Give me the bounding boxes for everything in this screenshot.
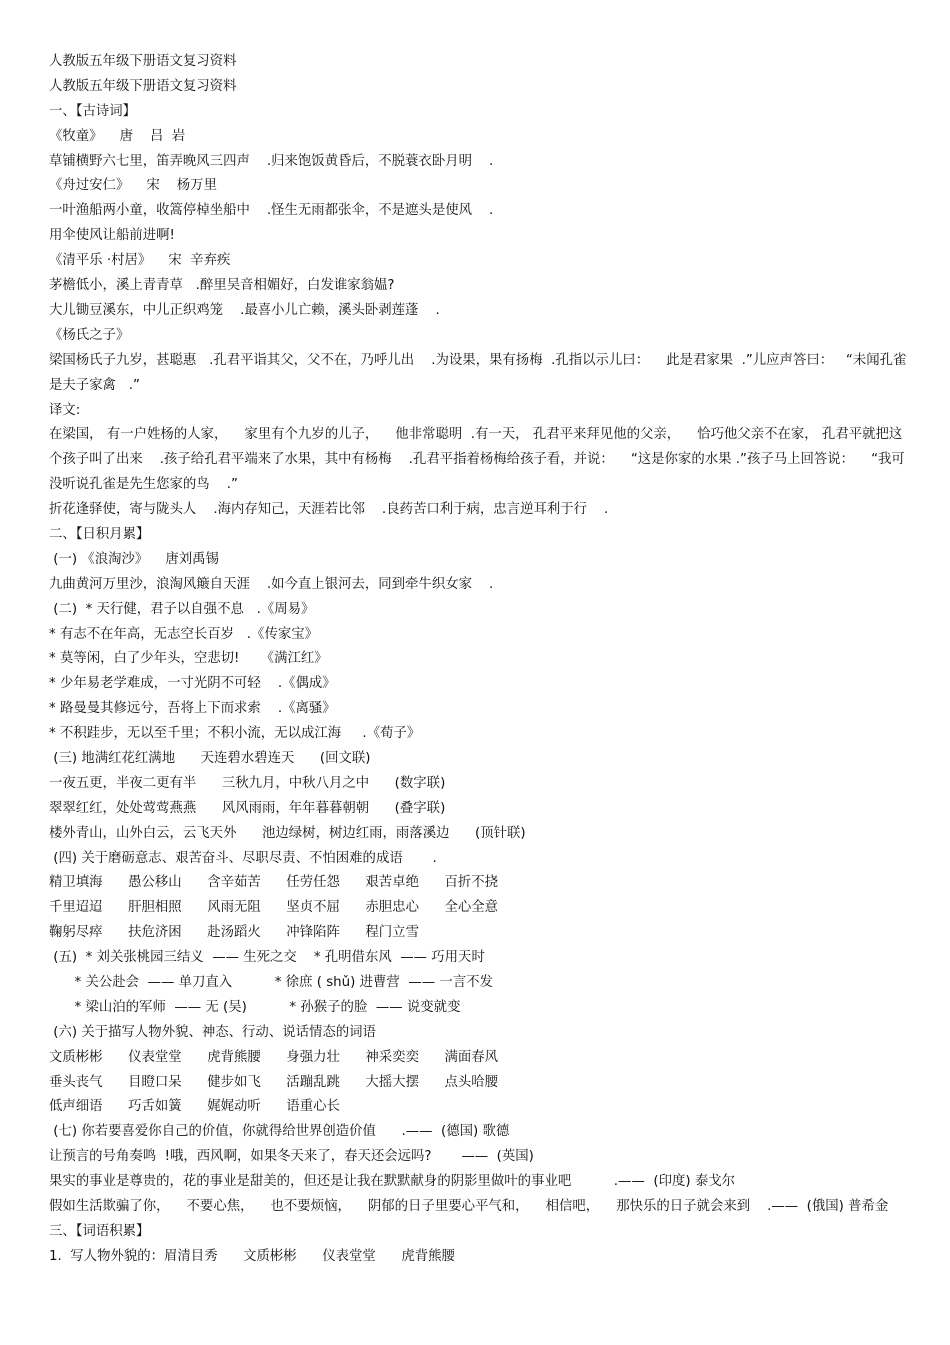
item-2-quote-3: * 莫等闲，白了少年头，空悲切! 《满江红》	[49, 651, 328, 667]
translation-body: 在梁国， 有一户姓杨的人家， 家里有个九岁的儿子， 他非常聪明 .有一天， 孔君平来拜见他的父亲， 恰巧他父亲不在家， 孔君平就把这个孩子叫了出来 .孩子给孔君平端来了水果，其中有杨梅 .孔君平指着杨梅给孩子看，并说： “这是你家的水果 .”孩子马上回答说： “我可没听说孔雀是先生您家的鸟 .”	[49, 427, 905, 493]
poem-text-zhouguoanren: 一叶渔船两小童，收篙停棹坐船中 .怪生无雨都张伞，不是遮头是使风 .	[49, 203, 494, 219]
item-3-couplet-2: 一夜五更，半夜二更有半 三秋九月，中秋八月之中 (数字联)	[49, 775, 446, 791]
poem-title-zhouguoanren: 《舟过安仁》 宋 杨万里	[49, 178, 217, 194]
item-3-couplet-1: (三) 地满红花红满地 天连碧水碧连天 (回文联)	[49, 751, 371, 767]
item-7-quote-2: 让预言的号角奏鸣 !哦，西风啊，如果冬天来了，春天还会远吗? —— (英国)	[49, 1149, 534, 1165]
item-2-quote-2: * 有志不在年高，无志空长百岁 .《传家宝》	[49, 626, 319, 642]
item-4-title: (四) 关于磨砺意志、艰苦奋斗、尽职尽责、不怕困难的成语 .	[49, 850, 437, 866]
section-heading-ancient-poems: 一、【古诗词】	[49, 103, 137, 119]
poem-lines-misc: 折花逢驿使，寄与陇头人 .海内存知己，天涯若比邻 .良药苦口利于病，忠言逆耳利于行 .	[49, 502, 609, 518]
item-2-quote-5: * 路曼曼其修远兮，吾将上下而求索 .《离骚》	[49, 701, 336, 717]
item-5-xiehouyu-1: (五) * 刘关张桃园三结义 —— 生死之交 * 孔明借东风 —— 巧用天时	[49, 950, 485, 966]
item-2-quote-1: (二) * 天行健，君子以自强不息 .《周易》	[49, 601, 315, 617]
item-7-quote-3: 果实的事业是尊贵的，花的事业是甜美的，但还是让我在默默献身的阴影里做叶的事业吧 .—— (印度) 泰戈尔	[49, 1174, 736, 1190]
item-7-quote-4: 假如生活欺骗了你， 不要心焦， 也不要烦恼， 阴郁的日子里要心平气和， 相信吧， 那快乐的日子就会来到 .—— (俄国) 普希金	[49, 1199, 889, 1215]
item-6-words-2: 垂头丧气 目瞪口呆 健步如飞 活蹦乱跳 大摇大摆 点头哈腰	[49, 1074, 499, 1090]
poem-text-qingpingle-1: 茅檐低小，溪上青青草 .醉里吴音相媚好，白发谁家翁媪?	[49, 278, 395, 294]
item-2-quote-4: * 少年易老学难成，一寸光阴不可轻 .《偶成》	[49, 676, 336, 692]
item-7-quote-1: (七) 你若要喜爱你自己的价值，你就得给世界创造价值 .—— (德国) 歌德	[49, 1124, 510, 1140]
poem-title-mutong: 《牧童》 唐 吕 岩	[49, 128, 186, 144]
item-5-xiehouyu-2: * 关公赴会 —— 单刀直入 * 徐庶 ( shǔ) 进曹营 —— 一言不发	[49, 975, 493, 991]
item-4-idioms-2: 千里迢迢 肝胆相照 风雨无阻 坚贞不屈 赤胆忠心 全心全意	[49, 900, 499, 916]
item-1-title: (一) 《浪淘沙》 唐刘禹锡	[49, 551, 219, 567]
poem-text-mutong: 草铺横野六七里，笛弄晚风三四声 .归来饱饭黄昏后，不脱蓑衣卧月明 .	[49, 153, 494, 169]
poem-title-qingpingle: 《清平乐 ·村居》 宋 辛弃疾	[49, 253, 231, 269]
item-4-idioms-1: 精卫填海 愚公移山 含辛茹苦 任劳任怨 艰苦卓绝 百折不挠	[49, 875, 499, 891]
translation-label: 译文:	[49, 402, 81, 418]
section-heading-daily-accumulation: 二、【日积月累】	[49, 527, 150, 542]
poem-note-zhouguoanren: 用伞使风让船前进啊!	[49, 228, 175, 244]
text-body-yangshizhizi: 梁国杨氏子九岁，甚聪惠 .孔君平诣其父，父不在，乃呼儿出 .为设果，果有扬梅 .孔指以示儿曰： 此是君家果 .”儿应声答曰： “未闻孔雀是夫子家禽 .”	[49, 352, 907, 393]
doc-subtitle: 人教版五年级下册语文复习资料	[49, 78, 237, 94]
item-1-text: 九曲黄河万里沙，浪淘风簸自天涯 .如今直上银河去，同到牵牛织女家 .	[49, 576, 494, 592]
item-2-quote-6: * 不积跬步，无以至千里；不积小流，无以成江海 .《荀子》	[49, 726, 421, 742]
doc-title: 人教版五年级下册语文复习资料	[49, 54, 237, 69]
item-4-idioms-3: 鞠躬尽瘁 扶危济困 赴汤蹈火 冲锋陷阵 程门立雪	[49, 925, 419, 941]
item-6-words-3: 低声细语 巧舌如簧 娓娓动听 语重心长	[49, 1099, 340, 1115]
item-3-couplet-3: 翠翠红红，处处莺莺燕燕 风风雨雨，年年暮暮朝朝 (叠字联)	[49, 800, 446, 816]
text-title-yangshizhizi: 《杨氏之子》	[49, 327, 130, 343]
poem-text-qingpingle-2: 大儿锄豆溪东，中儿正织鸡笼 .最喜小儿亡赖，溪头卧剥莲蓬 .	[49, 302, 440, 318]
item-6-title: (六) 关于描写人物外貌、神态、行动、说话情态的词语	[49, 1024, 376, 1040]
item-6-words-1: 文质彬彬 仪表堂堂 虎背熊腰 身强力壮 神采奕奕 满面春风	[49, 1049, 499, 1065]
item-3-couplet-4: 楼外青山，山外白云，云飞天外 池边绿树，树边红雨，雨落溪边 (顶针联)	[49, 825, 526, 841]
item-5-xiehouyu-3: * 梁山泊的军师 —— 无 (吴) * 孙猴子的脸 —— 说变就变	[49, 999, 461, 1015]
vocabulary-item-1: 1. 写人物外貌的：眉清目秀 文质彬彬 仪表堂堂 虎背熊腰	[49, 1248, 455, 1264]
section-heading-vocabulary: 三、【词语积累】	[49, 1223, 150, 1239]
document-body	[49, 50, 909, 1270]
